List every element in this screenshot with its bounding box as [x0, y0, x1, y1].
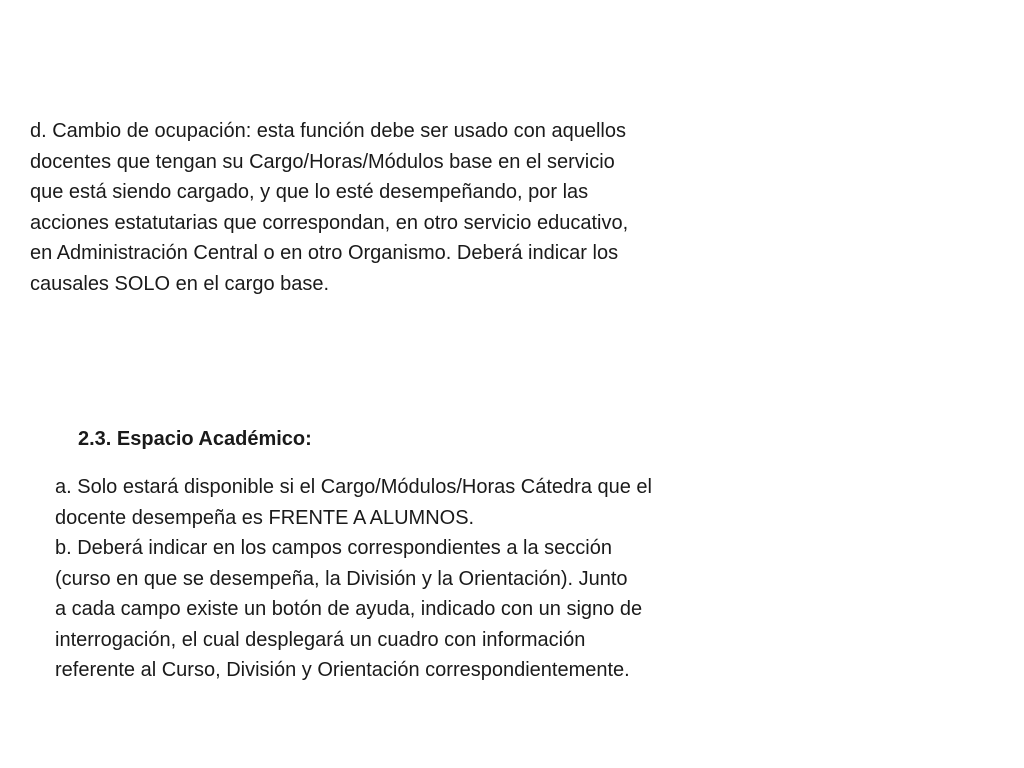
text-line: b. Deberá indicar en los campos correspondientes a la sección: [55, 537, 612, 559]
text-line: causales SOLO en el cargo base.: [30, 272, 330, 295]
text-line: que está siendo cargado, y que lo esté desempeñando, por las: [30, 181, 589, 203]
text-line: en Administración Central o en otro Organismo. Deberá indicar los: [30, 242, 619, 264]
text-line: interrogación, el cual desplegará un cuadro con información: [55, 628, 586, 651]
paragraph-espacio-academico: [55, 472, 652, 686]
text-line: docente desempeña es FRENTE A ALUMNOS.: [55, 506, 475, 529]
text-line: referente al Curso, División y Orientación correspondientemente.: [55, 659, 630, 681]
text-line: docentes que tengan su Cargo/Horas/Módulos base en el servicio: [30, 150, 615, 173]
paragraph-cambio-de-ocupacion: [30, 116, 628, 299]
section-heading-espacio-academico: 2.3. Espacio Académico:: [78, 428, 312, 450]
text-line: d. Cambio de ocupación: esta función debe ser usado con aquellos: [30, 120, 626, 142]
text-line: (curso en que se desempeña, la División y la Orientación). Junto: [55, 567, 628, 590]
text-line: acciones estatutarias que correspondan, en otro servicio educativo,: [30, 211, 629, 234]
text-line: a. Solo estará disponible si el Cargo/Módulos/Horas Cátedra que el: [55, 476, 653, 498]
text-line: a cada campo existe un botón de ayuda, indicado con un signo de: [55, 598, 643, 620]
